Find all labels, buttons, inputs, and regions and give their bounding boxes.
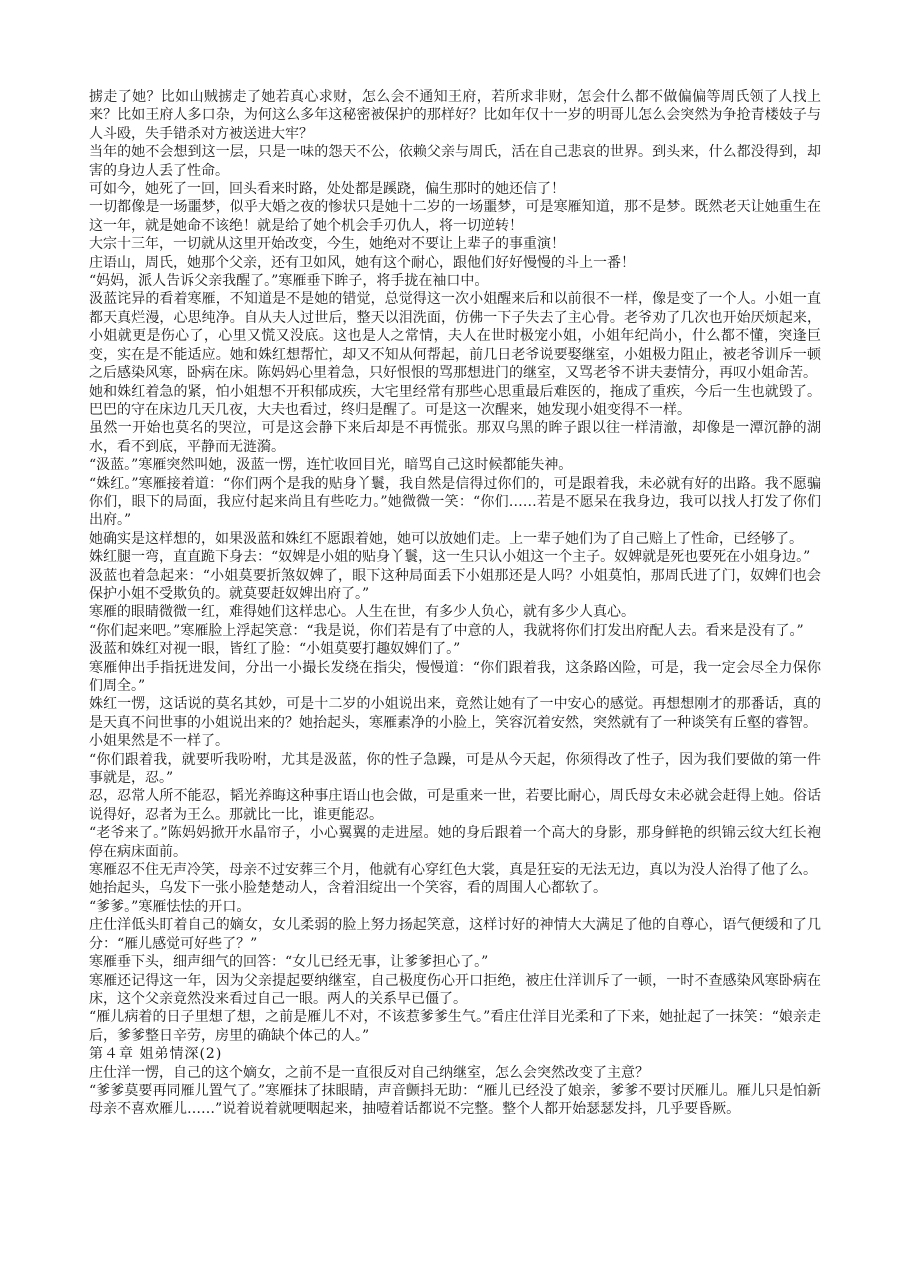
paragraph: 汲蓝和姝红对视一眼，皆红了脸：“小姐莫要打趣奴婢们了。”: [89, 641, 461, 658]
paragraph: “雁儿病着的日子里想了想，之前是雁儿不对，不该惹爹爹生气。”看庄仕洋目光柔和了下来，她扯起了一抹笑：“娘亲走后，爹爹整日辛劳，房里的确缺个体己的人。”: [89, 1009, 821, 1044]
paragraph: 忍，忍常人所不能忍，韬光养晦这种事庄语山也会做，可是重来一世，若要比耐心，周氏母女未必就会赶得上她。俗话说得好，忍者为王么。那就比一比，谁更能忍。: [89, 788, 821, 823]
paragraph: 庄仕洋低头盯着自己的嫡女，女儿柔弱的脸上努力扬起笑意，这样讨好的神情大大满足了他的自尊心，语气便缓和了几分：“雁儿感觉可好些了？”: [89, 917, 821, 952]
paragraph: 她和姝红着急的紧，怕小姐想不开积郁成疾，大宅里经常有那些心思重最后难医的，拖成了重疾，今后一生也就毁了。巴巴的守在床边几天几夜，大夫也看过，终归是醒了。可是这一次醒来，她发现小姐变得不一样。: [89, 383, 821, 418]
paragraph: 汲蓝诧异的看着寒雁，不知道是不是她的错觉，总觉得这一次小姐醒来后和以前很不一样，像是变了一个人。小姐一直都天真烂漫，心思纯净。自从夫人过世后，整天以泪洗面，仿佛一下子失去了主心骨。老爷劝了几次也开始厌烦起来，小姐就更是伤心了，心里又慌又没底。这也是人之常情，夫人在世时极宠小姐，小姐年纪尚小，什么都不懂，突逢巨变，实在是不能适应。她和姝红想帮忙，却又不知从何帮起，前几日老爷说要娶继室，小姐极力阻止，被老爷训斥一顿之后感染风寒，卧病在床。陈妈妈心里着急，只好恨恨的骂那想进门的继室，又骂老爷不讲夫妻情分，再叹小姐命苦。: [89, 291, 821, 382]
paragraph: 大宗十三年，一切就从这里开始改变，今生，她绝对不要让上辈子的事重演！: [89, 236, 565, 253]
paragraph: “你们跟着我，就要听我吩咐，尤其是汲蓝，你的性子急躁，可是从今天起，你须得改了性子，因为我们要做的第一件事就是，忍。”: [89, 751, 821, 787]
chapter-heading: 第４章 姐弟情深(2): [89, 1046, 223, 1063]
paragraph: 可如今，她死了一回，回头看来时路，处处都是蹊跷，偏生那时的她还信了！: [89, 181, 565, 198]
paragraph: 寒雁垂下头，细声细气的回答：“女儿已经无事，让爹爹担心了。”: [89, 954, 489, 971]
paragraph: “爹爹莫要再同雁儿置气了。”寒雁抹了抹眼睛，声音颤抖无助：“雁儿已经没了娘亲，爹爹不要讨厌雁儿。雁儿只是怕新母亲不喜欢雁儿……”说着说着就哽咽起来，抽噎着话都说不完整。整个人都开始瑟瑟发抖，几乎要昏厥。: [89, 1082, 821, 1118]
paragraph: 寒雁还记得这一年，因为父亲提起要纳继室，自己极度伤心开口拒绝，被庄仕洋训斥了一顿，一时不查感染风寒卧病在床，这个父亲竟然没来看过自己一眼。两人的关系早已僵了。: [89, 972, 821, 1007]
paragraph: 她确实是这样想的，如果汲蓝和姝红不愿跟着她，她可以放她们走。上一辈子她们为了自己赔上了性命，已经够了。: [89, 530, 803, 547]
paragraph: 庄仕洋一愣，自己的这个嫡女，之前不是一直很反对自己纳继室，怎么会突然改变了主意？: [89, 1064, 649, 1081]
paragraph: “爹爹。”寒雁怯怯的开口。: [89, 898, 251, 915]
paragraph: 姝红一愣，这话说的莫名其妙，可是十二岁的小姐说出来，竟然让她有了一中安心的感觉。再想想刚才的那番话，真的是天真不问世事的小姐说出来的？她抬起头，寒雁素净的小脸上，笑容沉着安然，突然就有了一种谈笑有丘壑的睿智。: [89, 696, 821, 731]
paragraph: “汲蓝。”寒雁突然叫她，汲蓝一愣，连忙收回目光，暗骂自己这时候都能失神。: [89, 457, 573, 474]
paragraph: 姝红腿一弯，直直跪下身去：“奴婢是小姐的贴身丫鬟，这一生只认小姐这一个主子。奴婢就是死也要死在小姐身边。”: [89, 549, 811, 566]
paragraph: 一切都像是一场噩梦，似乎大婚之夜的惨状只是她十二岁的一场噩梦，可是寒雁知道，那不是梦。既然老天让她重生在这一年，就是她命不该绝！就是给了她个机会手刃仇人，将一切逆转！: [89, 199, 821, 234]
paragraph: “姝红。”寒雁接着道：“你们两个是我的贴身丫鬟，我自然是信得过你们的，可是跟着我，未必就有好的出路。我不愿骗你们，眼下的局面，我应付起来尚且有些吃力。”她微微一笑：“你们……若是不愿呆在我身边，我可以找人打发了你们出府。”: [89, 475, 821, 529]
paragraph: 掳走了她？比如山贼掳走了她若真心求财，怎么会不通知王府，若所求非财，怎会什么都不做偏偏等周氏领了人找上来？比如王府人多口杂，为何这么多年这秘密被保护的那样好？比如年仅十一岁的明哥儿怎么会突然为争抢青楼妓子与人斗殴，失手错杀对方被送进大牢？: [89, 89, 821, 142]
paragraph: “老爷来了。”陈妈妈掀开水晶帘子，小心翼翼的走进屋。她的身后跟着一个高大的身影，那身鲜艳的织锦云纹大红长袍停在病床面前。: [89, 825, 821, 860]
paragraph: 庄语山，周氏，她那个父亲，还有卫如风，她有这个耐心，跟他们好好慢慢的斗上一番！: [89, 254, 635, 271]
paragraph: 当年的她不会想到这一层，只是一味的怨天不公，依赖父亲与周氏，活在自己悲哀的世界。到头来，什么都没得到，却害的身边人丢了性命。: [89, 144, 821, 179]
paragraph: 寒雁伸出手指抚进发间，分出一小撮长发绕在指尖，慢慢道：“你们跟着我，这条路凶险，可是，我一定会尽全力保你们周全。”: [89, 659, 821, 694]
paragraph: 虽然一开始也莫名的哭泣，可是这会静下来后却是不再慌张。那双乌黑的眸子跟以往一样清澈，却像是一潭沉静的湖水，看不到底，平静而无涟漪。: [89, 420, 821, 455]
paragraph: 她抬起头，乌发下一张小脸楚楚动人，含着泪绽出一个笑容，看的周围人心都软了。: [89, 880, 607, 897]
paragraph: 寒雁的眼睛微微一红，难得她们这样忠心。人生在世，有多少人负心，就有多少人真心。: [89, 604, 635, 621]
paragraph: 汲蓝也着急起来：“小姐莫要折煞奴婢了，眼下这种局面丢下小姐那还是人吗？小姐莫怕，那周氏进了门，奴婢们也会保护小姐不受欺负的。就莫要赶奴婢出府了。”: [89, 567, 821, 602]
paragraph: 小姐果然是不一样了。: [89, 733, 229, 750]
paragraph: “妈妈，派人告诉父亲我醒了。”寒雁垂下眸子，将手拢在袖口中。: [89, 273, 489, 290]
paragraph: “你们起来吧。”寒雁脸上浮起笑意：“我是说，你们若是有了中意的人，我就将你们打发出府配人去。看来是没有了。”: [89, 622, 804, 639]
paragraph: 寒雁忍不住无声冷笑，母亲不过安葬三个月，他就有心穿红色大裳，真是狂妄的无法无边，真以为没人治得了他了么。: [89, 862, 817, 879]
